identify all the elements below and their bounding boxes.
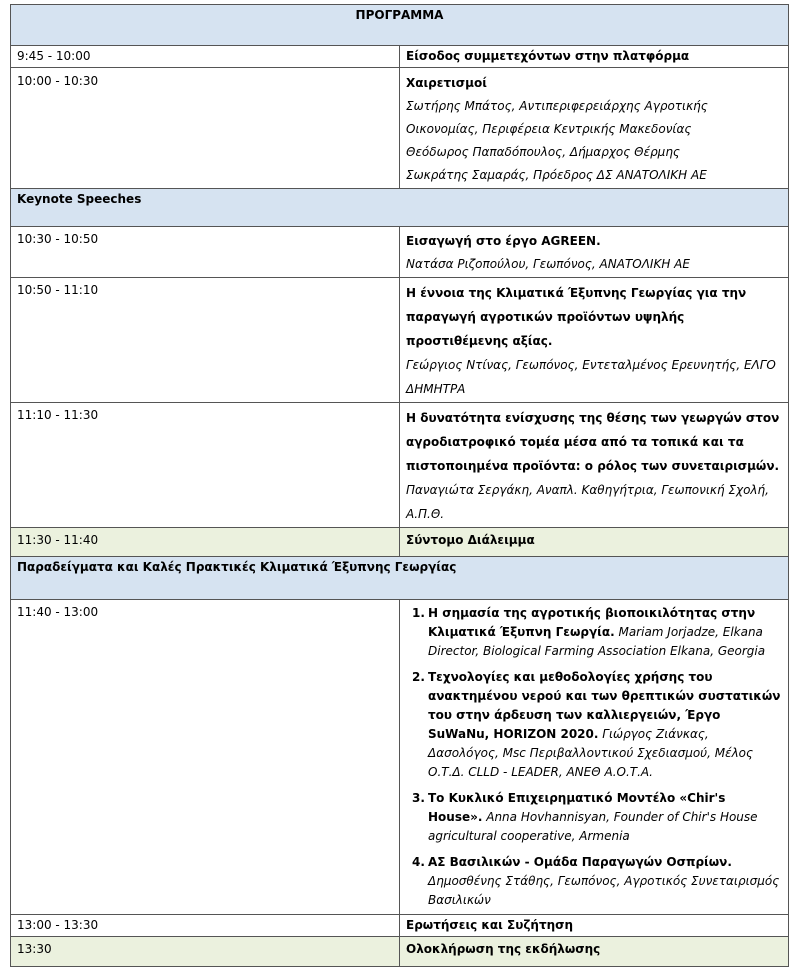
- session-title: Είσοδος συμμετεχόντων στην πλατφόρμα: [406, 49, 690, 63]
- time-cell: 9:45 - 10:00: [11, 46, 400, 68]
- table-row: [11, 227, 789, 278]
- item-speaker: Δημοσθένης Στάθης, Γεωπόνος, Αγροτικός Συνεταιρισμός Βασιλικών: [428, 874, 780, 907]
- item-title: Το Κυκλικό Επιχειρηματικό Μοντέλο «Chir's House».: [428, 791, 726, 824]
- time-cell: 11:40 - 13:00: [11, 600, 400, 915]
- time-cell: 10:00 - 10:30: [11, 68, 400, 189]
- item-title: Τεχνολογίες και μεθοδολογίες χρήσης του ανακτημένου νερού και των θρεπτικών συστατικών του στην άρδευση των καλλιεργειών, Έργο SuWaNu, HORIZON 2020.: [428, 670, 781, 741]
- item-title: Η σημασία της αγροτικής βιοποικιλότητας στην Κλιματικά Έξυπνη Γεωργία.: [428, 606, 756, 639]
- content-cell: [400, 403, 789, 528]
- content-cell: [400, 915, 789, 937]
- table-row: [11, 600, 789, 915]
- time-cell: 13:30: [11, 937, 400, 967]
- session-title: Σύντομο Διάλειμμα: [406, 533, 535, 547]
- title-row: [11, 5, 789, 46]
- section-row: [11, 557, 789, 600]
- item-number: 2.: [412, 670, 425, 684]
- content-cell: [400, 600, 789, 915]
- speaker: Νατάσα Ριζοπούλου, Γεωπόνος, ΑΝΑΤΟΛΙΚΗ ΑΕ: [406, 257, 690, 271]
- program-table: [10, 4, 789, 967]
- session-title: Χαιρετισμοί: [406, 76, 487, 90]
- speaker: Σωκράτης Σαμαράς, Πρόεδρος ΔΣ ΑΝΑΤΟΛΙΚΗ ΑΕ: [406, 168, 707, 182]
- list-item: [406, 789, 782, 846]
- speaker: Σωτήρης Μπάτος, Αντιπεριφερειάρχης Αγροτικής Οικονομίας, Περιφέρεια Κεντρικής Μακεδονίας: [406, 99, 708, 136]
- session-title: Η έννοια της Κλιματικά Έξυπνης Γεωργίας για την παραγωγή αγροτικών προϊόντων υψηλής προστιθέμενης αξίας.: [406, 286, 747, 348]
- speaker: Γεώργιος Ντίνας, Γεωπόνος, Εντεταλμένος Ερευνητής, ΕΛΓΟ ΔΗΜΗΤΡΑ: [406, 358, 776, 396]
- table-row: [11, 403, 789, 528]
- presentation-list: [406, 604, 782, 910]
- session-title: Εισαγωγή στο έργο AGREEN.: [406, 234, 601, 248]
- content-cell: [400, 278, 789, 403]
- item-speaker: Mariam Jorjadze, Elkana Director, Biological Farming Association Elkana, Georgia: [428, 625, 766, 658]
- time-cell: 11:10 - 11:30: [11, 403, 400, 528]
- item-title: ΑΣ Βασιλικών - Ομάδα Παραγωγών Οσπρίων.: [428, 855, 732, 869]
- list-item: [406, 853, 782, 910]
- table-row: [11, 68, 789, 189]
- speaker: Θεόδωρος Παπαδόπουλος, Δήμαρχος Θέρμης: [406, 145, 680, 159]
- content-cell: [400, 68, 789, 189]
- item-speaker: Anna Hovhannisyan, Founder of Chir's House agricultural cooperative, Armenia: [428, 810, 758, 843]
- time-cell: 10:30 - 10:50: [11, 227, 400, 278]
- table-row: [11, 46, 789, 68]
- content-cell: [400, 528, 789, 557]
- content-cell: [400, 937, 789, 967]
- time-cell: 10:50 - 11:10: [11, 278, 400, 403]
- item-speaker: Γιώργος Ζιάνκας, Δασολόγος, Msc Περιβαλλοντικού Σχεδιασμού, Μέλος Ο.Τ.Δ. CLLD - LEADER, ΑΝΕΘ Α.Ο.Τ.Α.: [428, 727, 754, 779]
- break-row: [11, 937, 789, 967]
- section-title: Keynote Speeches: [11, 189, 789, 227]
- item-number: 1.: [412, 606, 425, 620]
- content-cell: [400, 46, 789, 68]
- section-title: Παραδείγματα και Καλές Πρακτικές Κλιματικά Έξυπνης Γεωργίας: [11, 557, 789, 600]
- time-cell: 13:00 - 13:30: [11, 915, 400, 937]
- list-item: [406, 668, 782, 782]
- section-row: [11, 189, 789, 227]
- content-cell: [400, 227, 789, 278]
- list-item: [406, 604, 782, 661]
- table-row: [11, 915, 789, 937]
- session-title: Ερωτήσεις και Συζήτηση: [406, 918, 574, 932]
- program-document: [10, 4, 789, 967]
- speaker: Παναγιώτα Σεργάκη, Αναπλ. Καθηγήτρια, Γεωπονική Σχολή, Α.Π.Θ.: [406, 483, 769, 521]
- session-title: Η δυνατότητα ενίσχυσης της θέσης των γεωργών στον αγροδιατροφικό τομέα μέσα από τα τοπικά και τα πιστοποιημένα προϊόντα: ο ρόλος των συνεταιρισμών.: [406, 411, 780, 473]
- item-number: 3.: [412, 791, 425, 805]
- time-cell: 11:30 - 11:40: [11, 528, 400, 557]
- item-number: 4.: [412, 855, 425, 869]
- table-row: [11, 278, 789, 403]
- session-title: Ολοκλήρωση της εκδήλωσης: [406, 942, 601, 956]
- program-title: ΠΡΟΓΡΑΜΜΑ: [11, 5, 789, 46]
- break-row: [11, 528, 789, 557]
